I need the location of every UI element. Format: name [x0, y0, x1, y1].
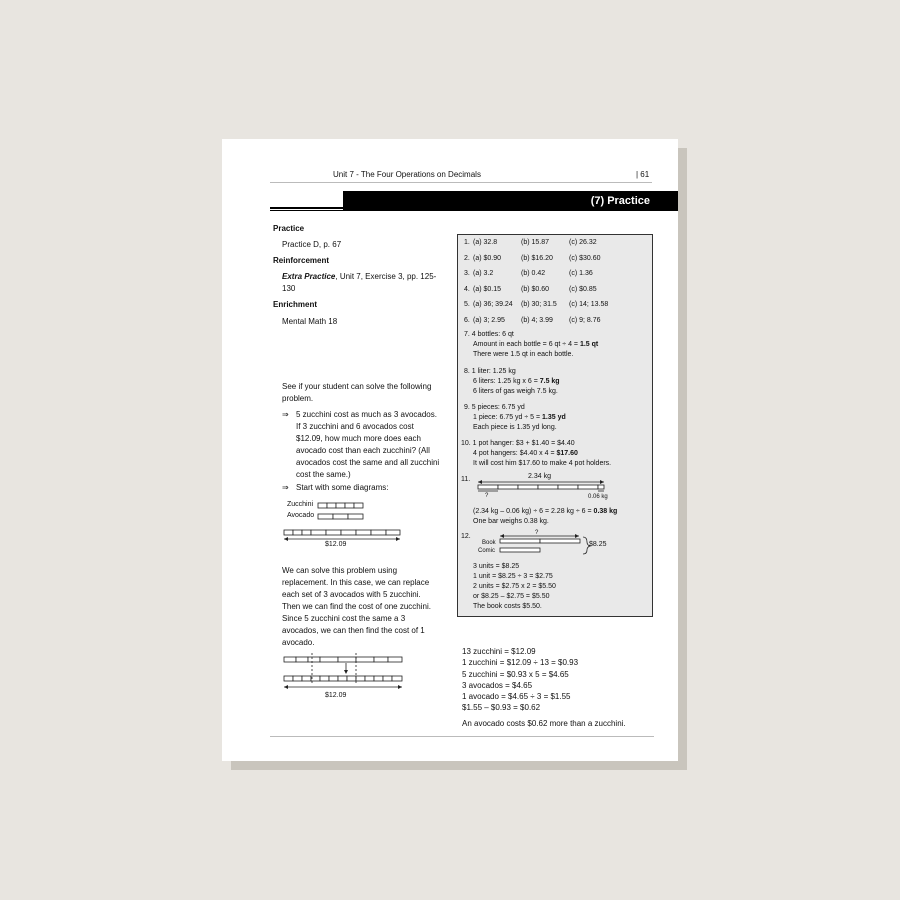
answer-line: 1 piece: 6.75 yd ÷ 5 =: [473, 414, 543, 421]
arrow-right-icon: [575, 534, 579, 538]
solution-conclusion: An avocado costs $0.62 more than a zucchini.: [462, 719, 626, 728]
answer-b: (b) $16.20: [521, 255, 553, 262]
answer-line: 3 units = $8.25: [473, 563, 520, 570]
answer-a: (a) $0.90: [473, 255, 502, 262]
answer-line: It will cost him $17.60 to make 4 pot holders.: [473, 460, 612, 467]
answer-line: Amount in each bottle = 6 qt ÷ 4 =: [473, 341, 580, 348]
workbook-page: [222, 139, 678, 761]
comic-label: Comic: [478, 548, 496, 554]
solution-line: 13 zucchini = $12.09: [462, 647, 536, 656]
answer-c: (c) 14; 13.58: [569, 301, 609, 308]
answer-c: (c) 1.36: [569, 270, 593, 277]
answer-line: 7. 4 bottles: 6 qt: [464, 331, 514, 338]
word-problem-line: If 3 zucchini and 6 avocados cost: [296, 422, 414, 431]
answer-line: 8. 1 liter: 1.25 kg: [464, 368, 516, 375]
answer-bold-value: 7.5 kg: [539, 378, 560, 385]
word-problem-line: 5 zucchini cost as much as 3 avocados.: [296, 410, 437, 419]
answer-11-small-label: 0.06 kg: [588, 494, 608, 500]
answer-number: 4.: [464, 286, 470, 293]
answer-line: (2.34 kg – 0.06 kg) ÷ 6 = 2.28 kg ÷ 6 =: [473, 508, 594, 515]
answer-c: (c) 9; 8.76: [569, 317, 601, 324]
answer-12-total: $8.25: [589, 541, 607, 548]
answer-bold-value: 1.35 yd: [542, 414, 566, 421]
answer-line: 2 units = $2.75 x 2 = $5.50: [473, 583, 556, 590]
answer-number: 5.: [464, 301, 470, 308]
total-label: $12.09: [325, 541, 347, 548]
enrichment-item: Mental Math 18: [282, 317, 338, 326]
problem-intro-line: See if your student can solve the following: [282, 382, 432, 391]
answer-12-unknown: ?: [535, 530, 539, 536]
arrow-icon: ⇒: [282, 483, 289, 492]
zucchini-label: Zucchini: [287, 501, 314, 508]
section-banner: (7) Practice: [343, 191, 678, 211]
answer-line: One bar weighs 0.38 kg.: [473, 518, 549, 525]
explanation-line: each set of 3 avocados with 5 zucchini.: [282, 590, 421, 599]
answer-12-number: 12.: [461, 533, 471, 540]
answer-b: (b) 4; 3.99: [521, 317, 553, 324]
reinforcement-text-2: 130: [282, 284, 296, 293]
answer-c: (c) $30.60: [569, 255, 601, 262]
reinforcement-italic: Extra Practice: [282, 272, 336, 281]
answer-a: (a) 36; 39.24: [473, 301, 513, 308]
enrichment-heading: Enrichment: [273, 300, 318, 309]
answer-number: 2.: [464, 255, 470, 262]
avocado-label: Avocado: [287, 512, 315, 519]
answer-line: 6 liters: 1.25 kg x 6 =: [473, 378, 540, 385]
total-label-2: $12.09: [325, 692, 347, 699]
footer-rule: [270, 736, 654, 737]
explanation-line: replacement. In this case, we can replace: [282, 578, 430, 587]
answer-line: 6 liters of gas weigh 7.5 kg.: [473, 388, 558, 395]
answer-line: Each piece is 1.35 yd long.: [473, 424, 557, 431]
answer-line: 4 pot hangers: $4.40 x 4 =: [473, 450, 557, 457]
answer-b: (b) 15.87: [521, 239, 550, 246]
answer-line: There were 1.5 qt in each bottle.: [473, 351, 574, 358]
answer-number: 6.: [464, 317, 470, 324]
answer-line: 9. 5 pieces: 6.75 yd: [464, 404, 525, 411]
answer-bold-value: $17.60: [556, 450, 578, 457]
answer-b: (b) $0.60: [521, 286, 550, 293]
answer-11-number: 11.: [461, 476, 471, 483]
diagram-hint: Start with some diagrams:: [296, 483, 389, 492]
answer-12-steps: [473, 562, 556, 612]
practice-item: Practice D, p. 67: [282, 240, 342, 249]
reinforcement-heading: Reinforcement: [273, 256, 330, 265]
solution-line: 5 zucchini = $0.93 x 5 = $4.65: [462, 669, 569, 679]
running-header-title: Unit 7 - The Four Operations on Decimals: [333, 170, 481, 179]
book-label: Book: [482, 540, 496, 546]
answer-line: 1 unit = $8.25 ÷ 3 = $2.75: [473, 573, 553, 580]
answer-b: (b) 0.42: [521, 270, 546, 277]
word-problem-line: cost the same.): [296, 470, 351, 479]
reinforcement-text: , Unit 7, Exercise 3, pp. 125-: [335, 272, 437, 281]
practice-heading: Practice: [273, 224, 305, 233]
explanation-line: Then we can find the cost of one zucchini.: [282, 602, 431, 611]
answer-c: (c) 26.32: [569, 239, 597, 246]
answer-c: (c) $0.85: [569, 286, 597, 293]
answer-a: (a) 3; 2.95: [473, 317, 505, 324]
word-problem-line: avocados cost the same and all zucchini: [296, 458, 440, 467]
answer-a: (a) $0.15: [473, 286, 502, 293]
answer-b: (b) 30; 31.5: [521, 301, 557, 308]
answer-number: 3.: [464, 270, 470, 277]
answer-number: 1.: [464, 239, 470, 246]
problem-intro-line: problem.: [282, 394, 314, 403]
answer-line: or $8.25 – $2.75 = $5.50: [473, 593, 550, 600]
explanation-line: Since 5 zucchini cost the same a 3: [282, 614, 406, 623]
explanation-line: avocado.: [282, 638, 315, 647]
solution-line: 1 avocado = $4.65 ÷ 3 = $1.55: [462, 692, 571, 702]
answer-11-top-label: 2.34 kg: [528, 473, 551, 480]
arrow-left-icon: [500, 534, 504, 538]
solution-line: 3 avocados = $4.65: [462, 680, 533, 690]
answer-line: 10. 1 pot hanger: $3 + $1.40 = $4.40: [461, 440, 575, 447]
arrow-icon: ⇒: [282, 410, 289, 419]
word-problem-line: avocado cost than each zucchini? (All: [296, 446, 430, 455]
solution-line: 1 zucchini = $12.09 ÷ 13 = $0.93: [462, 658, 579, 668]
explanation-line: avocados, we can then find the cost of 1: [282, 626, 425, 635]
page-number: | 61: [636, 170, 650, 179]
explanation-line: We can solve this problem using: [282, 566, 398, 575]
answer-bold-value: 1.5 qt: [579, 341, 599, 348]
answer-a: (a) 3.2: [473, 270, 494, 277]
answer-11-unknown: ?: [485, 493, 489, 499]
solution-line: $1.55 – $0.93 = $0.62: [462, 703, 541, 713]
answer-line: The book costs $5.50.: [473, 603, 542, 610]
solution-steps: [462, 646, 578, 714]
answer-bold-value: 0.38 kg: [593, 508, 618, 515]
answer-a: (a) 32.8: [473, 239, 498, 246]
answer-12-diagram: [222, 139, 678, 761]
word-problem-line: $12.09, how much more does each: [296, 434, 421, 443]
